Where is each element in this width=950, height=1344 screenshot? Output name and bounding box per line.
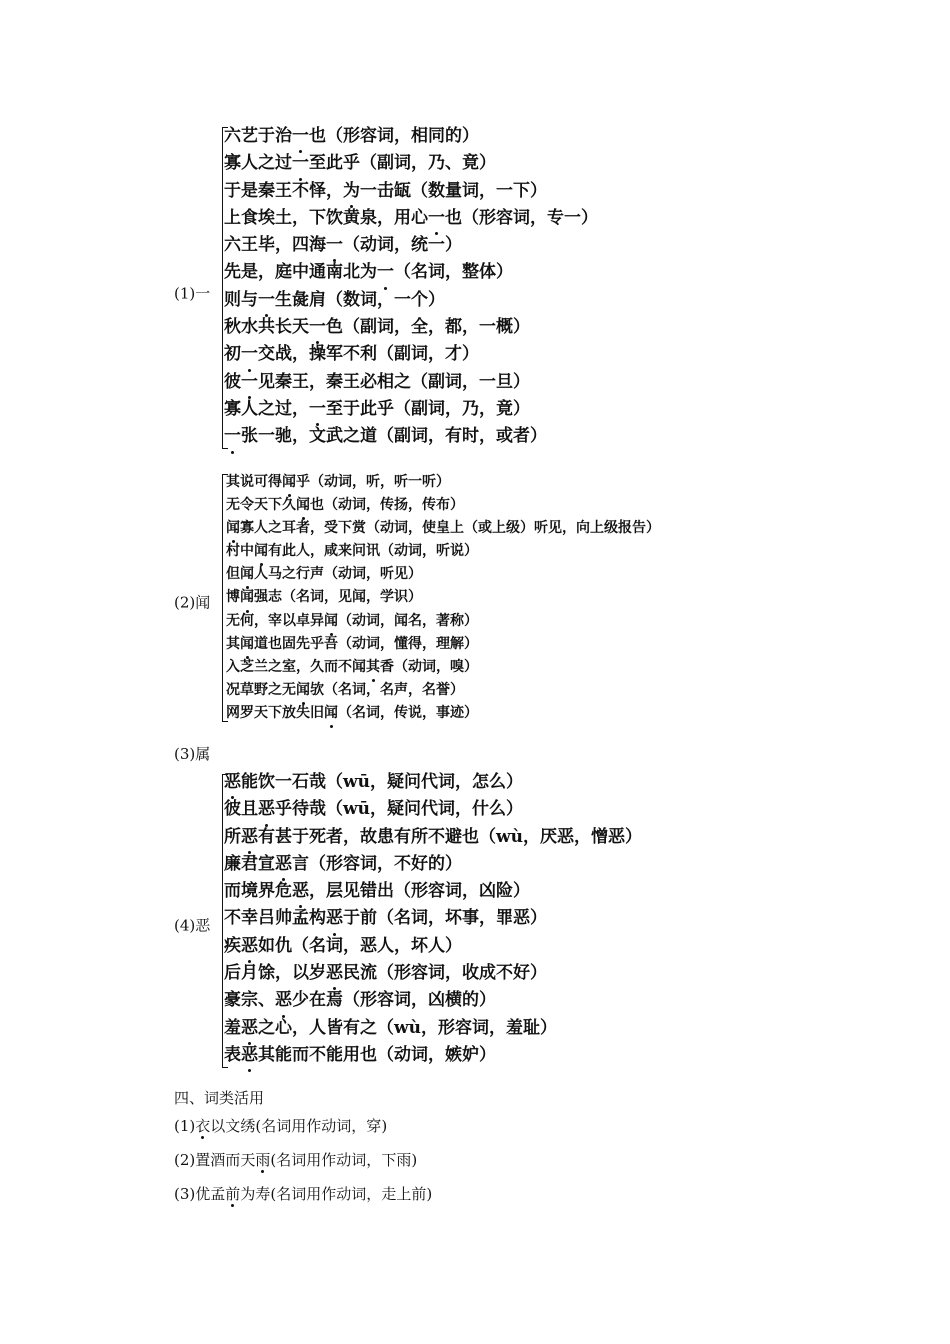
group-item: 表恶其能而不能用也（动词，嫉妒） [224,1042,642,1069]
group-item: 无令天下久闻也（动词，传扬，传布） [226,494,660,517]
group-item: 况草野之无闻欤（名词，名声，名誉） [226,679,660,702]
group-item: 无何，宰以卓异闻（动词，闻名，著称） [226,610,660,633]
emphasis-dot-char: 闻 [324,610,338,633]
section-heading: 四、词类活用 [174,1089,265,1107]
group-item: 六艺于治一也（形容词，相同的） [224,123,598,150]
emphasis-dot-char: 一 [309,314,326,341]
emphasis-dot-char: 恶 [241,1042,258,1069]
emphasis-dot-char: 闻 [240,586,254,609]
emphasis-dot-char: 一 [241,369,258,396]
group-items [226,471,660,725]
group-item: 所恶有甚于死者，故患有所不避也（wù，厌恶，憎恶） [224,824,642,851]
group-item: 其闻道也固先乎吾（动词，懂得，理解） [226,633,660,656]
group-item: 廉君宣恶言（形容词，不好的） [224,851,642,878]
group-item: 恶能饮一石哉（wū，疑问代词，怎么） [224,769,642,796]
group-item: 入芝兰之室，久而不闻其香（动词，嗅） [226,656,660,679]
emphasis-dot-char: 为 [343,178,360,205]
emphasis-dot-char: 一 [292,123,309,150]
emphasis-dot-char: 闻 [226,517,240,540]
emphasis-dot-char: 闻 [240,633,254,656]
emphasis-dot-char: 恶 [258,796,275,823]
usage-example: (1)衣以文绣(名词用作动词，穿) [174,1117,388,1135]
group-item: 上食埃土，下饮黄泉，用心一也（形容词，专一） [224,205,598,232]
brace-icon [222,127,223,449]
group-item: 则与一生彘肩（数词，一个） [224,287,598,314]
emphasis-dot-char: 一 [292,150,309,177]
group-item: 其说可得闻乎（动词，听，听一听） [226,471,660,494]
group-item: 于是秦王不怿，为一击缻（数量词，一下） [224,178,598,205]
emphasis-dot-char: 闻 [254,540,268,563]
group-item: 羞恶之心，人皆有之（wù，形容词，羞耻） [224,1015,642,1042]
emphasis-dot-char: 闻 [282,471,296,494]
brace-icon [222,774,223,1068]
emphasis-dot-char: 恶 [326,905,343,932]
group-item: 疾恶如仇（名词，恶人，坏人） [224,933,642,960]
group-item: 彼一见秦王，秦王必相之（副词，一旦） [224,369,598,396]
item-shu: (3)属 [174,745,211,763]
group-item: 六王毕，四海一（动词，统一） [224,232,598,259]
emphasis-dot-char: 恶 [326,960,343,987]
emphasis-dot-char: 一 [224,423,241,450]
group-item: 但闻人马之行声（动词，听见） [226,563,660,586]
emphasis-dot-char: 恶 [241,1015,258,1042]
emphasis-dot-char: 恶 [275,987,292,1014]
emphasis-dot-char: 前 [225,1185,241,1203]
usage-example: (2)置酒而天雨(名词用作动词，下雨) [174,1151,418,1169]
group-items [224,123,598,451]
emphasis-dot-char: 恶 [292,878,309,905]
group-item: 网罗天下放失旧闻（名词，传说，事迹） [226,702,660,725]
group-item: 村中闻有此人，咸来问讯（动词，听说） [226,540,660,563]
group-item: 闻寡人之耳者，受下赏（动词，使皇上（或上级）听见，向上级报告） [226,517,660,540]
group-label: (4)恶 [174,916,211,935]
emphasis-dot-char: 其 [366,656,380,679]
emphasis-dot-char: 一 [377,259,394,286]
group-item: 秋水共长天一色（副词，全，都，一概） [224,314,598,341]
group-item: 不幸吕帅孟构恶于前（名词，坏事，罪恶） [224,905,642,932]
emphasis-dot-char: 闻 [296,679,310,702]
emphasis-dot-char: 一 [428,205,445,232]
group-item: 博闻强志（名词，见闻，学识） [226,586,660,609]
group-item: 初一交战，操军不利（副词，才） [224,341,598,368]
group-item: 彼且恶乎待哉（wū，疑问代词，什么） [224,796,642,823]
emphasis-dot-char: 一 [326,232,343,259]
emphasis-dot-char: 闻 [324,702,338,725]
group-label: (1)一 [174,284,211,303]
group-item: 一张一驰，文武之道（副词，有时，或者） [224,423,598,450]
emphasis-dot-char: 一 [241,341,258,368]
emphasis-dot-char: 恶 [224,769,241,796]
group-item: 豪宗、恶少在焉（形容词，凶横的） [224,987,642,1014]
group-item: 而境界危恶，层见错出（形容词，凶险） [224,878,642,905]
emphasis-dot-char: 恶 [241,824,258,851]
usage-example: (3)优孟前为寿(名词用作动词，走上前) [174,1185,433,1203]
emphasis-dot-char: 闻 [296,494,310,517]
group-item: 寡人之过一至此乎（副词，乃、竟） [224,150,598,177]
group-label: (2)闻 [174,593,211,612]
group-items [224,769,642,1069]
emphasis-dot-char: 一 [309,396,326,423]
emphasis-dot-char: 一 [258,287,275,314]
group-item: 先是，庭中通南北为一（名词，整体） [224,259,598,286]
emphasis-dot-char: 雨 [255,1151,271,1169]
brace-icon [222,474,223,722]
emphasis-dot-char: 衣 [195,1117,211,1135]
group-item: 后月馀，以岁恶民流（形容词，收成不好） [224,960,642,987]
group-item: 寡人之过，一至于此乎（副词，乃，竟） [224,396,598,423]
emphasis-dot-char: 恶 [241,933,258,960]
emphasis-dot-char: 闻 [240,563,254,586]
emphasis-dot-char: 恶 [275,851,292,878]
